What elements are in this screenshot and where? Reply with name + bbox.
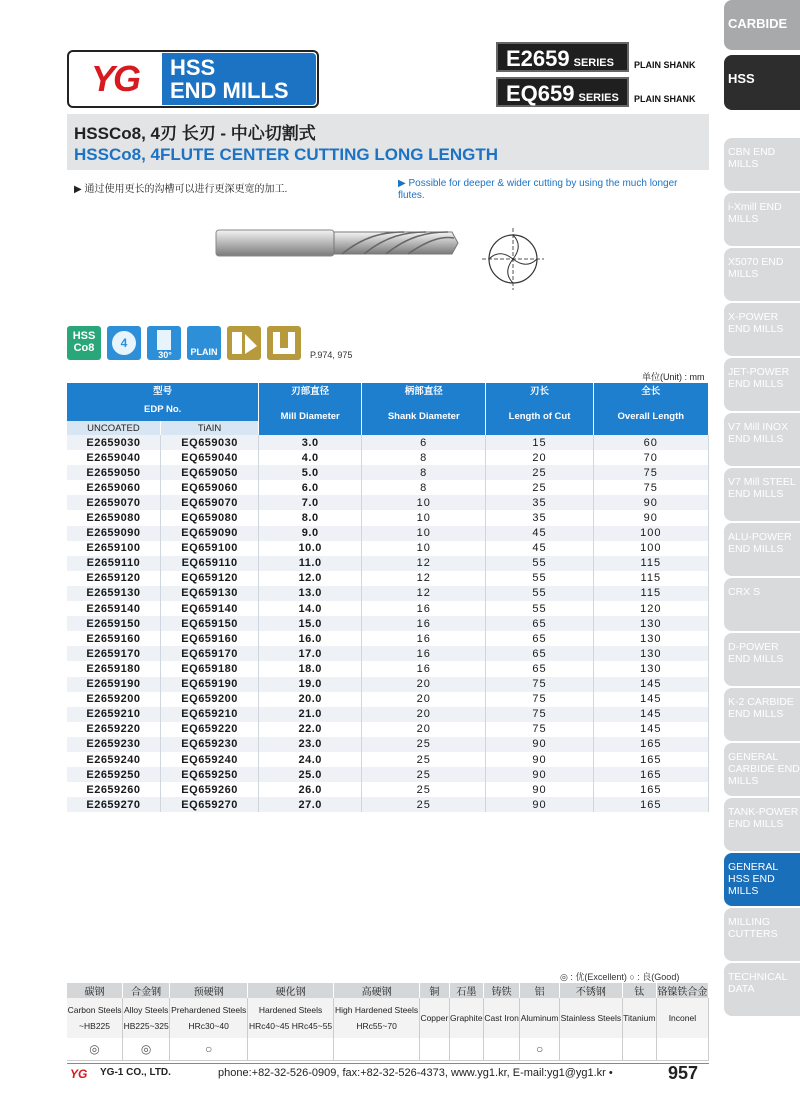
edp-uncoated: E2659190 [67, 677, 160, 692]
overall-length: 165 [593, 797, 708, 812]
shank-diameter: 16 [362, 616, 486, 631]
edp-uncoated: E2659040 [67, 450, 160, 465]
table-row [67, 752, 709, 767]
shank-diameter: 8 [362, 465, 486, 480]
edp-uncoated: E2659160 [67, 631, 160, 646]
overall-length: 115 [593, 571, 708, 586]
table-row [67, 480, 709, 495]
shank-diameter: 10 [362, 526, 486, 541]
edp-uncoated: E2659260 [67, 782, 160, 797]
mill-diameter: 6.0 [259, 480, 362, 495]
edp-tiain: EQ659060 [160, 480, 258, 495]
mill-diameter: 25.0 [259, 767, 362, 782]
table-row [67, 450, 709, 465]
end-view-illustration [480, 226, 546, 292]
edp-tiain: EQ659130 [160, 586, 258, 601]
side-tab[interactable]: TANK-POWER END MILLS [724, 798, 800, 851]
material-cell [248, 998, 334, 1038]
header-cut-cn: 刃长 [486, 383, 593, 397]
material-name-en: High Hardened Steels [335, 1005, 419, 1015]
edp-uncoated: E2659060 [67, 480, 160, 495]
material-cell [559, 998, 622, 1038]
table-row [67, 677, 709, 692]
material-cell [449, 998, 483, 1038]
series-suffix: SERIES [578, 92, 619, 104]
footer-contact: phone:+82-32-526-0909, fax:+82-32-526-4373, www.yg1.kr, E-mail:yg1@yg1.kr • [218, 1067, 613, 1079]
length-of-cut: 55 [486, 556, 593, 571]
suitability-mark [334, 1038, 420, 1060]
material-header-cn: 高硬钢 [334, 983, 420, 998]
overall-length: 60 [593, 435, 708, 450]
material-cell [520, 998, 560, 1038]
mill-diameter: 13.0 [259, 586, 362, 601]
material-name-en: Prehardened Steels [171, 1005, 247, 1015]
table-row [67, 797, 709, 812]
length-of-cut: 55 [486, 571, 593, 586]
table-row [67, 541, 709, 556]
header-shank-diameter: Shank Diameter [362, 397, 486, 435]
material-name-en: Titanium [623, 1013, 656, 1023]
edp-uncoated: E2659140 [67, 601, 160, 616]
category-title [162, 53, 316, 105]
overall-length: 90 [593, 495, 708, 510]
table-row [67, 767, 709, 782]
table-row [67, 526, 709, 541]
mill-diameter: 5.0 [259, 465, 362, 480]
edp-tiain: EQ659190 [160, 677, 258, 692]
side-tab[interactable]: X5070 END MILLS [724, 248, 800, 301]
table-row [67, 722, 709, 737]
material-hardness: HB225~325 [123, 1021, 169, 1031]
suitability-mark [622, 1038, 656, 1060]
edp-tiain: EQ659260 [160, 782, 258, 797]
length-of-cut: 75 [486, 707, 593, 722]
table-row [67, 661, 709, 676]
edp-tiain: EQ659220 [160, 722, 258, 737]
table-row [67, 646, 709, 661]
header-mill-cn: 刃部直径 [259, 383, 362, 397]
product-title-cn: HSSCo8, 4刃 长刃 - 中心切割式 [74, 124, 316, 143]
side-tab[interactable]: V7 Mill INOX END MILLS [724, 413, 800, 466]
suitability-mark: ○ [520, 1038, 560, 1060]
side-tab[interactable]: X-POWER END MILLS [724, 303, 800, 356]
material-name-en: Stainless Steels [560, 1013, 622, 1023]
shank-diameter: 25 [362, 752, 486, 767]
shank-diameter: 25 [362, 782, 486, 797]
side-milling-icon [227, 326, 261, 360]
length-of-cut: 20 [486, 450, 593, 465]
category-title-line2: END MILLS [170, 78, 289, 103]
shank-diameter: 10 [362, 495, 486, 510]
table-row [67, 495, 709, 510]
edp-uncoated: E2659050 [67, 465, 160, 480]
length-of-cut: 65 [486, 631, 593, 646]
table-row [67, 782, 709, 797]
unit-label: 单位(Unit) : mm [642, 372, 705, 382]
shank-diameter: 25 [362, 767, 486, 782]
mill-diameter: 11.0 [259, 556, 362, 571]
material-header-cn: 合金钢 [123, 983, 170, 998]
overall-length: 145 [593, 722, 708, 737]
header-mill-diameter: Mill Diameter [259, 397, 362, 435]
edp-uncoated: E2659210 [67, 707, 160, 722]
length-of-cut: 90 [486, 737, 593, 752]
mill-diameter: 22.0 [259, 722, 362, 737]
end-mill-illustration [214, 218, 464, 268]
mill-diameter: 7.0 [259, 495, 362, 510]
hss-co8-icon: HSS Co8 [67, 326, 101, 360]
length-of-cut: 65 [486, 616, 593, 631]
length-of-cut: 25 [486, 480, 593, 495]
side-tab[interactable]: MILLING CUTTERS [724, 908, 800, 961]
material-header-cn: 预硬钢 [170, 983, 248, 998]
overall-length: 130 [593, 616, 708, 631]
shank-diameter: 16 [362, 631, 486, 646]
table-row [67, 586, 709, 601]
material-name-en: Copper [420, 1013, 449, 1023]
material-cell [484, 998, 520, 1038]
material-name-en: Alloy Steels [123, 1005, 169, 1015]
edp-uncoated: E2659250 [67, 767, 160, 782]
shank-diameter: 10 [362, 541, 486, 556]
suitability-mark: ◎ [123, 1038, 170, 1060]
table-row [67, 465, 709, 480]
edp-tiain: EQ659230 [160, 737, 258, 752]
table-row [67, 601, 709, 616]
mill-diameter: 9.0 [259, 526, 362, 541]
table-row [67, 510, 709, 525]
side-tab[interactable]: D-POWER END MILLS [724, 633, 800, 686]
mill-diameter: 24.0 [259, 752, 362, 767]
category-title-line1: HSS [170, 55, 216, 80]
length-of-cut: 65 [486, 661, 593, 676]
mill-diameter: 4.0 [259, 450, 362, 465]
material-hardness: HRc30~40 [188, 1021, 229, 1031]
side-tab[interactable]: CARBIDE [724, 0, 800, 50]
material-cell [67, 998, 123, 1038]
overall-length: 115 [593, 556, 708, 571]
edp-uncoated: E2659200 [67, 692, 160, 707]
edp-uncoated: E2659030 [67, 435, 160, 450]
table-row [67, 707, 709, 722]
shank-diameter: 16 [362, 601, 486, 616]
material-name-en: Carbon Steels [67, 1005, 122, 1015]
edp-tiain: EQ659040 [160, 450, 258, 465]
edp-uncoated: E2659110 [67, 556, 160, 571]
suitability-mark [420, 1038, 450, 1060]
mill-diameter: 17.0 [259, 646, 362, 661]
edp-tiain: EQ659270 [160, 797, 258, 812]
material-hardness: HRc55~70 [356, 1021, 397, 1031]
side-tab[interactable]: GENERAL CARBIDE END MILLS [724, 743, 800, 796]
shank-diameter: 16 [362, 646, 486, 661]
suitability-legend: ◎ : 优(Excellent) ○ : 良(Good) [560, 972, 680, 982]
shank-diameter: 12 [362, 571, 486, 586]
table-row [67, 616, 709, 631]
footer-logo: YG [70, 1067, 88, 1081]
material-cell [123, 998, 170, 1038]
shank-diameter: 20 [362, 692, 486, 707]
edp-tiain: EQ659120 [160, 571, 258, 586]
edp-uncoated: E2659100 [67, 541, 160, 556]
length-of-cut: 35 [486, 510, 593, 525]
material-name-en: Hardened Steels [258, 1005, 323, 1015]
series-badge-eq659 [496, 77, 629, 107]
shank-diameter: 10 [362, 510, 486, 525]
header-overall-length: Overall Length [593, 397, 708, 435]
overall-length: 75 [593, 465, 708, 480]
length-of-cut: 90 [486, 782, 593, 797]
table-row [67, 737, 709, 752]
shank-diameter: 6 [362, 435, 486, 450]
edp-uncoated: E2659270 [67, 797, 160, 812]
material-cell [170, 998, 248, 1038]
helix-angle-value: 30° [158, 350, 172, 360]
mill-diameter: 21.0 [259, 707, 362, 722]
suitability-mark [656, 1038, 708, 1060]
length-of-cut: 45 [486, 541, 593, 556]
header-length-of-cut: Length of Cut [486, 397, 593, 435]
material-cell [334, 998, 420, 1038]
product-title-en: HSSCo8, 4FLUTE CENTER CUTTING LONG LENGTH [74, 145, 499, 164]
edp-tiain: EQ659180 [160, 661, 258, 676]
edp-tiain: EQ659030 [160, 435, 258, 450]
edp-uncoated: E2659220 [67, 722, 160, 737]
edp-tiain: EQ659160 [160, 631, 258, 646]
length-of-cut: 90 [486, 797, 593, 812]
shank-diameter: 20 [362, 707, 486, 722]
suitability-mark [449, 1038, 483, 1060]
shank-type-label: PLAIN SHANK [634, 94, 696, 104]
suitability-mark: ◎ [67, 1038, 123, 1060]
edp-tiain: EQ659200 [160, 692, 258, 707]
shank-diameter: 8 [362, 480, 486, 495]
shank-diameter: 20 [362, 677, 486, 692]
length-of-cut: 55 [486, 586, 593, 601]
mill-diameter: 3.0 [259, 435, 362, 450]
header-edp: EDP No. [67, 397, 259, 421]
shank-type-label: PLAIN SHANK [634, 60, 696, 70]
edp-tiain: EQ659150 [160, 616, 258, 631]
edp-tiain: EQ659110 [160, 556, 258, 571]
mill-diameter: 19.0 [259, 677, 362, 692]
material-name-en: Cast Iron [484, 1013, 519, 1023]
material-header-cn: 不锈钢 [559, 983, 622, 998]
series-suffix: SERIES [573, 57, 614, 69]
overall-length: 145 [593, 677, 708, 692]
side-tab[interactable]: GENERAL HSS END MILLS [724, 853, 800, 906]
mill-diameter: 14.0 [259, 601, 362, 616]
overall-length: 115 [593, 586, 708, 601]
side-tab[interactable]: ALU-POWER END MILLS [724, 523, 800, 576]
length-of-cut: 55 [486, 601, 593, 616]
reference-pages: P.974, 975 [310, 350, 353, 360]
overall-length: 145 [593, 707, 708, 722]
length-of-cut: 75 [486, 677, 593, 692]
footer-divider [67, 1063, 709, 1064]
edp-tiain: EQ659050 [160, 465, 258, 480]
shank-diameter: 8 [362, 450, 486, 465]
product-description-en: ▶ Possible for deeper & wider cutting by using the much longer flutes. [398, 178, 678, 201]
material-header-cn: 铸铁 [484, 983, 520, 998]
material-name-en: Graphite [450, 1013, 483, 1023]
material-header-cn: 铬镍铁合金 [656, 983, 708, 998]
table-row [67, 556, 709, 571]
side-tab[interactable]: i-Xmill END MILLS [724, 193, 800, 246]
edp-uncoated: E2659150 [67, 616, 160, 631]
edp-tiain: EQ659170 [160, 646, 258, 661]
edp-tiain: EQ659080 [160, 510, 258, 525]
table-row [67, 435, 709, 450]
overall-length: 100 [593, 541, 708, 556]
overall-length: 130 [593, 646, 708, 661]
header-tiain: TiAIN [160, 421, 258, 435]
yg-logo: YG [70, 56, 160, 102]
edp-uncoated: E2659180 [67, 661, 160, 676]
shank-diameter: 25 [362, 797, 486, 812]
suitability-mark [248, 1038, 334, 1060]
material-header-cn: 铜 [420, 983, 450, 998]
material-cell [656, 998, 708, 1038]
material-hardness: HRc40~45 HRc45~55 [248, 1021, 333, 1031]
edp-uncoated: E2659070 [67, 495, 160, 510]
side-tab[interactable]: CRX S [724, 578, 800, 631]
material-name-en: Inconel [668, 1013, 697, 1023]
edp-uncoated: E2659090 [67, 526, 160, 541]
product-description-cn: ▶ 通过使用更长的沟槽可以进行更深更宽的加工. [74, 184, 288, 195]
series-badge-e2659 [496, 42, 629, 72]
mill-diameter: 16.0 [259, 631, 362, 646]
edp-tiain: EQ659250 [160, 767, 258, 782]
header-model-cn: 型号 [67, 383, 259, 397]
material-cell [420, 998, 450, 1038]
edp-tiain: EQ659070 [160, 495, 258, 510]
overall-length: 165 [593, 752, 708, 767]
header-overall-cn: 全长 [593, 383, 708, 397]
mill-diameter: 10.0 [259, 541, 362, 556]
suitability-mark [484, 1038, 520, 1060]
side-tab[interactable]: JET-POWER END MILLS [724, 358, 800, 411]
header-uncoated: UNCOATED [67, 421, 160, 435]
length-of-cut: 25 [486, 465, 593, 480]
length-of-cut: 65 [486, 646, 593, 661]
series-code: EQ659 [506, 81, 575, 106]
edp-tiain: EQ659090 [160, 526, 258, 541]
material-cell [622, 998, 656, 1038]
mill-diameter: 26.0 [259, 782, 362, 797]
length-of-cut: 45 [486, 526, 593, 541]
overall-length: 165 [593, 767, 708, 782]
suitability-mark [559, 1038, 622, 1060]
table-row [67, 692, 709, 707]
edp-uncoated: E2659080 [67, 510, 160, 525]
page-number: 957 [668, 1063, 699, 1083]
edp-tiain: EQ659100 [160, 541, 258, 556]
series-code: E2659 [506, 46, 570, 71]
overall-length: 145 [593, 692, 708, 707]
edp-uncoated: E2659240 [67, 752, 160, 767]
table-row [67, 571, 709, 586]
overall-length: 70 [593, 450, 708, 465]
mill-diameter: 15.0 [259, 616, 362, 631]
shank-diameter: 12 [362, 586, 486, 601]
mill-diameter: 8.0 [259, 510, 362, 525]
mill-diameter: 18.0 [259, 661, 362, 676]
edp-uncoated: E2659120 [67, 571, 160, 586]
overall-length: 120 [593, 601, 708, 616]
overall-length: 90 [593, 510, 708, 525]
shank-diameter: 20 [362, 722, 486, 737]
material-suitability-table [67, 983, 709, 1061]
length-of-cut: 75 [486, 692, 593, 707]
edp-tiain: EQ659140 [160, 601, 258, 616]
length-of-cut: 90 [486, 752, 593, 767]
length-of-cut: 15 [486, 435, 593, 450]
shank-diameter: 25 [362, 737, 486, 752]
helix-angle-icon [147, 326, 181, 360]
edp-uncoated: E2659170 [67, 646, 160, 661]
material-header-cn: 铝 [520, 983, 560, 998]
overall-length: 100 [593, 526, 708, 541]
overall-length: 165 [593, 737, 708, 752]
edp-tiain: EQ659210 [160, 707, 258, 722]
overall-length: 130 [593, 631, 708, 646]
shank-diameter: 16 [362, 661, 486, 676]
edp-tiain: EQ659240 [160, 752, 258, 767]
mill-diameter: 12.0 [259, 571, 362, 586]
four-flute-icon [107, 326, 141, 360]
material-header-cn: 碳钢 [67, 983, 123, 998]
overall-length: 165 [593, 782, 708, 797]
mill-diameter: 23.0 [259, 737, 362, 752]
side-tab[interactable]: CBN END MILLS [724, 138, 800, 191]
side-tab[interactable]: V7 Mill STEEL END MILLS [724, 468, 800, 521]
mill-diameter: 20.0 [259, 692, 362, 707]
material-header-cn: 钛 [622, 983, 656, 998]
side-tab[interactable]: HSS [724, 55, 800, 110]
header-shank-cn: 柄部直径 [362, 383, 486, 397]
footer-company: YG-1 CO., LTD. [100, 1067, 171, 1078]
material-hardness: ~HB225 [79, 1021, 111, 1031]
suitability-mark: ○ [170, 1038, 248, 1060]
mill-diameter: 27.0 [259, 797, 362, 812]
spec-table [67, 383, 709, 812]
edp-uncoated: E2659230 [67, 737, 160, 752]
flute-count: 4 [120, 336, 128, 350]
material-header-cn: 硬化钢 [248, 983, 334, 998]
slotting-icon [267, 326, 301, 360]
table-row [67, 631, 709, 646]
overall-length: 75 [593, 480, 708, 495]
side-tab[interactable]: K-2 CARBIDE END MILLS [724, 688, 800, 741]
plain-shank-icon: PLAIN [187, 326, 221, 360]
length-of-cut: 90 [486, 767, 593, 782]
material-name-en: Aluminum [520, 1013, 559, 1023]
material-header-cn: 石墨 [449, 983, 483, 998]
length-of-cut: 75 [486, 722, 593, 737]
shank-diameter: 12 [362, 556, 486, 571]
overall-length: 130 [593, 661, 708, 676]
edp-uncoated: E2659130 [67, 586, 160, 601]
length-of-cut: 35 [486, 495, 593, 510]
side-tab[interactable]: TECHNICAL DATA [724, 963, 800, 1016]
